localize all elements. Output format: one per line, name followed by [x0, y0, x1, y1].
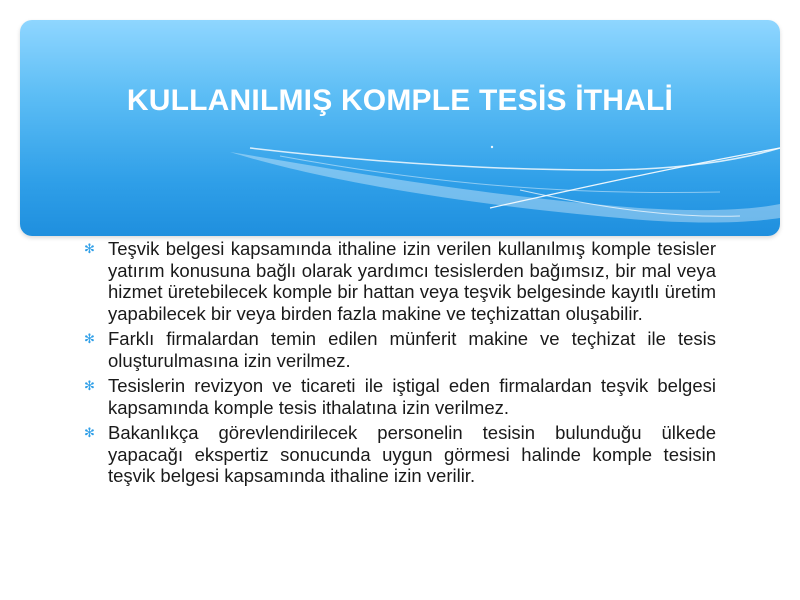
list-item-text: Bakanlıkça görevlendirilecek personelin tesisin bulunduğu ülkede yapacağı ekspertiz sonucunda uygun görmesi halinde komple tesisin teşvik belgesi kapsamında ithaline izin verilir. — [108, 422, 716, 486]
list-item-text: Teşvik belgesi kapsamında ithaline izin verilen kullanılmış komple tesisler yatırım konusuna bağlı olarak yardımcı tesislerden bağımsız, bir mal veya hizmet üretebilecek komple bir hattan veya teşvik belgesinde kayıtlı üretim yapabilecek bir veya birden fazla makine ve teçhizattan oluşabilir. — [108, 238, 716, 324]
asterisk-bullet-icon: ✻ — [84, 425, 95, 440]
wave-decoration — [20, 20, 780, 236]
asterisk-bullet-icon: ✻ — [84, 378, 95, 393]
title-banner — [20, 20, 780, 236]
list-item-text: Tesislerin revizyon ve ticareti ile iştigal eden firmalardan teşvik belgesi kapsamında komple tesis ithalatına izin verilmez. — [108, 375, 716, 418]
asterisk-bullet-icon: ✻ — [84, 331, 95, 346]
list-item — [84, 422, 716, 487]
list-item-text: Farklı firmalardan temin edilen münferit makine ve teçhizat ile tesis oluşturulmasına izin verilmez. — [108, 328, 716, 371]
slide-title: KULLANILMIŞ KOMPLE TESİS İTHALİ — [126, 84, 674, 117]
list-item — [84, 375, 716, 418]
list-item — [84, 328, 716, 371]
bullet-list-container — [84, 238, 716, 491]
asterisk-bullet-icon: ✻ — [84, 241, 95, 256]
bullet-list — [84, 238, 716, 487]
list-item — [84, 238, 716, 324]
